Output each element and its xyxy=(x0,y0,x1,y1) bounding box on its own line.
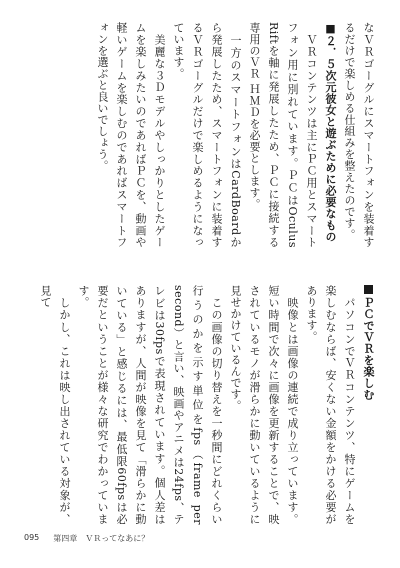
paragraph: ＶＲコンテンツは主にＰＣ用とスマートフォン用に別れています。ＰＣはOculus Riftを軸に発展したため、ＰＣに接続する専用のＶＲ ＨＭＤを必要とします。 xyxy=(248,22,318,248)
bottom-text-block xyxy=(22,285,378,525)
paragraph: パソコンでＶＲコンテンツ、特にゲームを楽しむならば、安くない金額をかける必要があります。 xyxy=(305,285,356,525)
page-number: 095 xyxy=(24,533,40,542)
paragraph: 一方のスマートフォンはCardBoardから発展したため、スマートフォンに装着するＶＲゴーグルだけで楽しめるようになっています。 xyxy=(172,22,242,248)
top-text-block xyxy=(22,22,378,248)
paragraph: 美麗な３Ｄモデルやしっかりとしたゲームを楽しみたいのであればＰＣを、動画や軽いゲームを楽しむのであればスマートフォンを選ぶと良いでしょう。 xyxy=(96,22,166,248)
paragraph: この画像の切り替えを一秒間にどれくらい行うのかを示す単位をfps（frame per second）と言い、映画やアニメは24fps、テレビは30fpsで表現されています。個人差はありますが、人間が映像を見て「滑らかに動いている」と感じるには、最低限60fpsは必要だということが様々な研究でわかっています。 xyxy=(77,285,223,525)
section-heading-text: ＰＣでＶＲを楽しむ xyxy=(362,297,375,401)
chapter-title: 第四章 ＶＲってなあに？ xyxy=(53,534,150,543)
square-bullet-icon xyxy=(364,285,373,294)
paragraph: しかし、これは映し出されている対象が、見て xyxy=(39,285,71,525)
section-heading: ■２．５次元彼女と遊ぶために必要なもの xyxy=(324,22,337,243)
paragraph: 映像とは画像の連続で成り立っています。短い時間で次々に画像を更新することで、映されているモノが滑らかに動いているように見せかけているんです。 xyxy=(229,285,299,525)
section-heading xyxy=(359,285,378,525)
paragraph: なＶＲゴーグルにスマートフォンを装着するだけで楽しめる仕組みを整えたのです。 xyxy=(343,22,375,248)
page-footer xyxy=(24,533,149,544)
